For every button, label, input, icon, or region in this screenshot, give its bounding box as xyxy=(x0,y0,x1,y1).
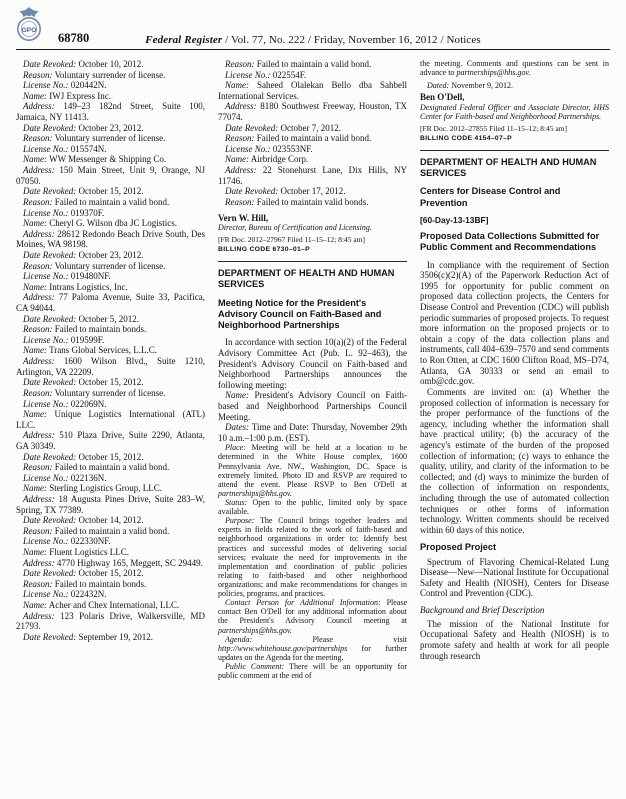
column-3 xyxy=(420,59,609,680)
paragraph-text: the meeting. Comments and questions can be sent in advance to xyxy=(420,59,609,78)
license-entry xyxy=(218,144,407,155)
field-label: Date Revoked: xyxy=(23,377,77,388)
license-entry xyxy=(16,123,205,134)
field-value: 77 Paloma Avenue, Suite 33, Pacifica, CA 94044. xyxy=(16,292,205,314)
paragraph-text: Open to the public, limited only by space available. xyxy=(218,498,407,517)
notice-title: Proposed Data Collections Submitted for Public Comment and Recommendations xyxy=(420,231,600,253)
field-label: Reason: xyxy=(225,133,255,144)
field-value: October 15, 2012. xyxy=(78,568,144,579)
license-entry xyxy=(16,282,205,293)
paragraph-label: Contact Person for Additional Information: xyxy=(225,598,381,608)
notice-paragraph xyxy=(218,598,407,634)
field-label: License No.: xyxy=(23,271,69,282)
license-entry xyxy=(16,388,205,399)
main-content xyxy=(16,59,610,680)
field-value: October 10, 2012. xyxy=(78,59,144,69)
license-entry xyxy=(16,70,205,81)
field-label: License No.: xyxy=(23,207,69,218)
paragraph-text: The Council brings together leaders and experts in fields related to the work of faith-based and neighborhood organizations in order to: Identify best practices and successful modes of delivering social services; evaluate the need for improvements in the implementation and coordination of public policies relating to faith-based and other neighborhood organizations; and make recommendations for changes in policies, programs, and practices. xyxy=(218,516,408,599)
license-entry xyxy=(16,292,205,313)
field-label: Name: xyxy=(23,600,47,611)
page-title xyxy=(16,34,610,46)
meeting-notice-body xyxy=(218,337,407,680)
inline-link-text: partnerships@hhs.gov. xyxy=(218,625,292,635)
field-label: License No.: xyxy=(23,334,69,345)
field-label: Date Revoked: xyxy=(225,186,279,197)
field-label: Reason: xyxy=(23,387,53,398)
body-paragraph: Comments are invited on: (a) Whether the proposed collection of information is necessary for the proper performance of the functions of the agency, including whether the information shall have practical utility; (b) the accuracy of the agency's estimate of the burden of the proposed collection of information; (c) ways to enhance the quality, utility, and clarity of the information to be collected; and (d) ways to minimize the burden of the collection of information on respondents, including through the use of automated collection techniques or other forms of information technology. Written comments should be received within 60 days of this notice. xyxy=(420,386,609,535)
agency-heading: Centers for Disease Control and Prevention xyxy=(420,186,561,208)
field-value: Voluntary surrender of license. xyxy=(54,387,166,398)
paragraph-label: Place: xyxy=(225,443,246,453)
subsection-heading: Proposed Project xyxy=(420,542,497,553)
body-paragraph: In compliance with the requirement of Section 3506(c)(2)(A) of the Paperwork Reduction Act of 1995 for opportunity for public comment on proposed data collection projects, the Centers for Disease Control and Prevention (CDC) will publish periodic summaries of proposed projects. To request more information on the proposed projects or to obtain a copy of the data collection plans and instruments, call 404–639–7570 and send comments to Ron Otten, at CDC 1600 Clifton Road, MS–D74, Atlanta, GA 30333 or send an email to omb@cdc.gov. xyxy=(420,259,609,387)
license-entry xyxy=(16,430,205,451)
license-entry xyxy=(16,154,205,165)
license-entry xyxy=(16,409,205,430)
field-value: Voluntary surrender of license. xyxy=(54,133,166,144)
field-value: October 23, 2012. xyxy=(78,122,144,133)
field-label: Address: xyxy=(225,101,257,112)
license-entry xyxy=(16,91,205,102)
section-divider xyxy=(218,261,407,262)
field-label: Name: xyxy=(23,345,47,356)
license-entry xyxy=(16,473,205,484)
field-label: Address: xyxy=(23,228,55,239)
page-header xyxy=(16,6,610,48)
field-value: Trans Global Services, L.L.C. xyxy=(49,345,158,356)
license-entry xyxy=(16,632,205,643)
field-label: Name: xyxy=(23,154,47,165)
license-entry xyxy=(218,197,407,208)
license-entry xyxy=(218,59,407,70)
field-value: Airbridge Corp. xyxy=(250,154,309,165)
field-value: 019599F. xyxy=(70,334,105,345)
field-value: October 15, 2012. xyxy=(78,186,144,197)
field-label: Name: xyxy=(225,80,249,91)
field-value: Failed to maintain bonds. xyxy=(54,578,147,589)
license-entry xyxy=(218,123,407,134)
field-value: October 14, 2012. xyxy=(78,515,144,526)
body-paragraph: The mission of the National Institute for Occupational Safety and Health (NIOSH) is to promote safety and health at work for all people through research xyxy=(420,618,609,661)
email-text: partnerships@hhs.gov. xyxy=(456,68,531,78)
field-value: October 23, 2012. xyxy=(78,249,144,260)
paragraph-text: Please contact Ben O'Dell for any additional information about the President's Advisory Council meeting at xyxy=(218,598,408,626)
license-entry xyxy=(16,452,205,463)
license-entry xyxy=(16,462,205,473)
field-value: Fluent Logistics LLC. xyxy=(49,547,129,558)
field-value: Failed to maintain a valid bond. xyxy=(256,59,372,69)
license-entry xyxy=(16,59,205,70)
field-label: Date Revoked: xyxy=(23,313,77,324)
field-value: 510 Plaza Drive, Suite 2290, Atlanta, GA 30349. xyxy=(16,430,206,451)
license-entry xyxy=(16,80,205,91)
field-value: 28612 Redondo Beach Drive South, Des Moines, WA 98198. xyxy=(16,228,205,250)
license-revocation-list-2 xyxy=(218,59,407,208)
license-entry xyxy=(16,568,205,579)
field-label: Address: xyxy=(23,292,55,303)
field-label: Address: xyxy=(23,101,55,112)
field-label: Reason: xyxy=(23,133,53,144)
field-value: 1600 Wilson Blvd., Suite 1210, Arlington, VA 22209. xyxy=(16,356,205,377)
field-label: Date Revoked: xyxy=(225,122,279,133)
paragraph-label: Agenda: xyxy=(225,634,253,644)
license-entry xyxy=(16,483,205,494)
license-entry xyxy=(16,314,205,325)
license-entry xyxy=(16,345,205,356)
paragraph-label: Purpose: xyxy=(225,516,255,526)
header-rule xyxy=(16,49,610,50)
field-label: Name: xyxy=(225,154,249,165)
license-entry xyxy=(16,133,205,144)
license-entry xyxy=(16,261,205,272)
license-entry xyxy=(16,611,205,632)
field-value: 023553NF. xyxy=(272,143,313,154)
field-value: Failed to maintain a valid bond. xyxy=(54,196,170,207)
license-entry xyxy=(218,101,407,122)
field-label: Name: xyxy=(23,90,47,101)
license-entry xyxy=(16,589,205,600)
subsection-heading: Background and Brief Description xyxy=(420,605,545,616)
field-label: Address: xyxy=(225,165,257,176)
license-entry xyxy=(16,494,205,515)
field-value: 8180 Southwest Freeway, Houston, TX 77074. xyxy=(218,101,407,123)
field-label: Reason: xyxy=(23,260,53,271)
continued-paragraph xyxy=(420,59,609,77)
license-entry xyxy=(16,324,205,335)
field-value: 4770 Highway 165, Meggett, SC 29449. xyxy=(56,557,203,568)
license-entry xyxy=(218,133,407,144)
notice-paragraph xyxy=(218,635,407,662)
notice-paragraph xyxy=(218,516,407,598)
license-entry xyxy=(16,218,205,229)
field-value: Failed to maintain bonds. xyxy=(54,324,147,335)
department-heading: DEPARTMENT OF HEALTH AND HUMAN SERVICES xyxy=(420,157,597,179)
field-value: September 19, 2012. xyxy=(78,631,153,642)
license-entry xyxy=(218,165,407,186)
field-value: Sterling Logistics Group, LLC. xyxy=(49,483,162,494)
field-label: Address: xyxy=(23,493,55,504)
field-value: Voluntary surrender of license. xyxy=(54,69,166,80)
field-label: Address: xyxy=(23,557,55,568)
field-value: October 7, 2012. xyxy=(280,122,341,133)
notice-title: Meeting Notice for the President's Advisory Council on Faith-Based and Neighborhood Partnerships xyxy=(218,297,382,331)
field-label: License No.: xyxy=(23,80,69,91)
column-2 xyxy=(218,59,407,680)
field-label: License No.: xyxy=(23,143,69,154)
page-number: 68780 xyxy=(58,31,90,45)
signer-title: Director, Bureau of Certification and Licensing. xyxy=(218,223,372,233)
signer-name: Vern W. Hill, xyxy=(218,212,269,223)
field-value: 123 Polaris Drive, Walkersville, MD 21793. xyxy=(16,610,206,632)
column-1 xyxy=(16,59,205,680)
license-entry xyxy=(16,101,205,122)
field-value: IWJ Express Inc. xyxy=(49,90,111,101)
field-label: License No.: xyxy=(23,398,69,409)
field-label: Reason: xyxy=(225,59,255,69)
field-label: Name: xyxy=(23,218,47,229)
field-label: Date Revoked: xyxy=(23,249,77,260)
license-entry xyxy=(16,526,205,537)
billing-code: BILLING CODE 4154–07–P xyxy=(420,135,512,142)
license-entry xyxy=(16,536,205,547)
paragraph-label: Status: xyxy=(225,498,248,508)
fr-doc-line: [FR Doc. 2012–27967 Filed 11–15–12; 8:45 am] xyxy=(218,235,366,245)
field-value: 022330NF. xyxy=(70,536,111,547)
license-entry xyxy=(16,558,205,569)
field-value: 22 Stonehurst Lane, Dix Hills, NY 11746. xyxy=(218,165,407,186)
license-entry xyxy=(16,165,205,186)
field-label: Reason: xyxy=(23,578,53,589)
field-value: 022432N. xyxy=(70,589,107,600)
field-value: October 15, 2012. xyxy=(78,451,144,462)
field-label: Name: xyxy=(23,547,47,558)
field-label: License No.: xyxy=(23,536,69,547)
department-heading: DEPARTMENT OF HEALTH AND HUMAN SERVICES xyxy=(218,268,395,290)
field-value: Voluntary surrender of license. xyxy=(54,260,166,271)
field-value: Cheryl G. Wilson dba JC Logistics. xyxy=(49,218,177,229)
license-entry xyxy=(218,154,407,165)
inline-link-text: partnerships@hhs.gov. xyxy=(218,488,292,498)
field-value: Failed to maintain a valid bond. xyxy=(256,133,372,144)
field-label: Date Revoked: xyxy=(23,451,77,462)
field-value: 150 Main Street, Unit 9, Orange, NJ 07050. xyxy=(16,165,206,186)
field-label: License No.: xyxy=(23,589,69,600)
field-value: Unique Logistics International (ATL) LLC. xyxy=(16,409,206,430)
license-entry xyxy=(16,399,205,410)
hhs-signature-block xyxy=(420,92,609,143)
billing-code: BILLING CODE 6730–01–P xyxy=(218,246,310,254)
field-value: 022136N. xyxy=(70,472,107,483)
field-value: Acher and Chex International, LLC. xyxy=(48,600,180,611)
license-revocation-list-1 xyxy=(16,59,205,643)
license-entry xyxy=(218,80,407,101)
field-value: October 15, 2012. xyxy=(78,377,144,388)
field-label: Reason: xyxy=(23,196,53,207)
field-label: Date Revoked: xyxy=(23,568,77,579)
paragraph-text: Please visit xyxy=(312,634,408,644)
field-label: Address: xyxy=(23,165,55,176)
field-label: Name: xyxy=(23,281,47,292)
field-value: October 5, 2012. xyxy=(78,313,139,324)
field-label: Date Revoked: xyxy=(23,631,77,642)
field-label: Date Revoked: xyxy=(23,515,77,526)
field-value: 019480NF. xyxy=(70,271,111,282)
paragraph-text: Meeting will be held at a location to be determined in the White House complex, 1600 Pennsylvania Ave. NW., Washington, DC. Space is extremely limited. Photo ID and RSVP are required to attend the event. Please RSVP to Ben O'Dell at xyxy=(218,443,408,489)
license-entry xyxy=(16,515,205,526)
field-label: Name: xyxy=(23,409,47,420)
notice-paragraph xyxy=(218,498,407,516)
notice-paragraph xyxy=(218,443,407,498)
dated-label: Dated: xyxy=(427,81,450,91)
signer-title: Designated Federal Officer and Associate Director, HHS Center for Faith-based and Neighborhood Partnerships. xyxy=(420,102,609,121)
license-entry xyxy=(218,186,407,197)
paragraph-label: Public Comment: xyxy=(225,662,285,671)
field-label: Address: xyxy=(23,610,55,621)
license-entry xyxy=(16,250,205,261)
field-value: 18 Augusta Pines Drive, Suite 283–W, Spring, TX 77389. xyxy=(16,493,205,515)
paragraph-text: There will be an opportunity for public comment at the end of xyxy=(218,662,408,681)
body-paragraph: Spectrum of Flavoring Chemical-Related Lung Disease—New—National Institute for Occupational Safety and Health (NIOSH), Centers for Disease Control and Prevention (CDC). xyxy=(420,556,609,599)
paragraph-label: Dates: xyxy=(225,422,249,433)
license-entry xyxy=(16,271,205,282)
field-value: Failed to maintain a valid bond. xyxy=(54,525,170,536)
license-entry xyxy=(16,197,205,208)
license-entry xyxy=(16,377,205,388)
field-value: 022069N. xyxy=(70,398,107,409)
paragraph-text: President's Advisory Council on Faith-based and Neighborhood Partnerships Council Meeting. xyxy=(218,390,408,422)
field-value: 022554F. xyxy=(272,69,307,80)
field-value: Failed to maintain valid bonds. xyxy=(256,196,369,207)
fr-doc-line: [FR Doc. 2012–27855 Filed 11–15–12; 8:45 am] xyxy=(420,124,568,133)
paragraph-label: Name: xyxy=(225,390,249,401)
section-divider xyxy=(420,150,609,151)
field-label: License No.: xyxy=(225,69,271,80)
license-entry xyxy=(16,229,205,250)
field-label: Reason: xyxy=(23,69,53,80)
field-label: Date Revoked: xyxy=(23,122,77,133)
field-label: Reason: xyxy=(23,462,53,473)
paragraph-text: Time and Date: Thursday, November 29th 10 a.m.–1:00 p.m. (EST). xyxy=(218,422,407,443)
signer-name: Ben O'Dell, xyxy=(420,92,465,103)
field-label: Date Revoked: xyxy=(23,186,77,197)
field-value: 019370F. xyxy=(70,207,105,218)
field-label: License No.: xyxy=(23,472,69,483)
issue-info: / Vol. 77, No. 222 / Friday, November 16, 2012 / Notices xyxy=(225,34,481,46)
license-entry xyxy=(16,335,205,346)
license-entry xyxy=(218,70,407,81)
license-entry xyxy=(16,600,205,611)
dated-value: November 9, 2012. xyxy=(451,81,513,91)
field-value: Saheed Olalekan Bello dba Sahbell International Services. xyxy=(218,80,408,101)
field-value: 020442N. xyxy=(70,80,107,91)
paragraph-text: In accordance with section 10(a)(2) of the Federal Advisory Committee Act (Pub. L. 92–463), the President's Advisory Council on Faith-based and Neighborhood Partnerships announces the following meeting: xyxy=(218,337,407,390)
field-value: 149–23 182nd Street, Suite 100, Jamaica, NY 11413. xyxy=(16,101,205,123)
field-label: Address: xyxy=(23,356,55,367)
field-value: 015574N. xyxy=(70,143,107,154)
dated-line xyxy=(420,81,609,90)
docket-number: [60-Day-13-13BF] xyxy=(420,214,489,225)
field-label: Date Revoked: xyxy=(23,59,77,69)
notice-paragraph xyxy=(218,337,407,390)
license-entry xyxy=(16,579,205,590)
field-label: Name: xyxy=(23,483,47,494)
license-entry xyxy=(16,356,205,377)
license-entry xyxy=(16,208,205,219)
license-entry xyxy=(16,186,205,197)
inline-link-text: http://www.whitehouse.gov/partnerships xyxy=(218,643,348,653)
field-value: WW Messenger & Shipping Co. xyxy=(49,154,167,165)
notice-paragraph xyxy=(218,390,407,422)
field-label: License No.: xyxy=(225,143,271,154)
notice-paragraph xyxy=(218,422,407,443)
journal-name: Federal Register xyxy=(145,34,223,46)
field-label: Reason: xyxy=(23,324,53,335)
fmc-signature-block xyxy=(218,213,407,255)
notice-paragraph xyxy=(218,662,407,680)
field-value: Failed to maintain a valid bond. xyxy=(54,462,170,473)
gpo-seal-text: GPO xyxy=(21,26,37,34)
field-label: Address: xyxy=(23,430,55,441)
license-entry xyxy=(16,144,205,155)
field-value: Intrans Logistics, Inc. xyxy=(49,281,128,292)
field-value: October 17, 2012. xyxy=(280,186,346,197)
license-entry xyxy=(16,547,205,558)
field-label: Reason: xyxy=(225,196,255,207)
field-label: Reason: xyxy=(23,525,53,536)
paragraph-tail: for further updates on the Agenda for the meeting. xyxy=(218,643,407,662)
